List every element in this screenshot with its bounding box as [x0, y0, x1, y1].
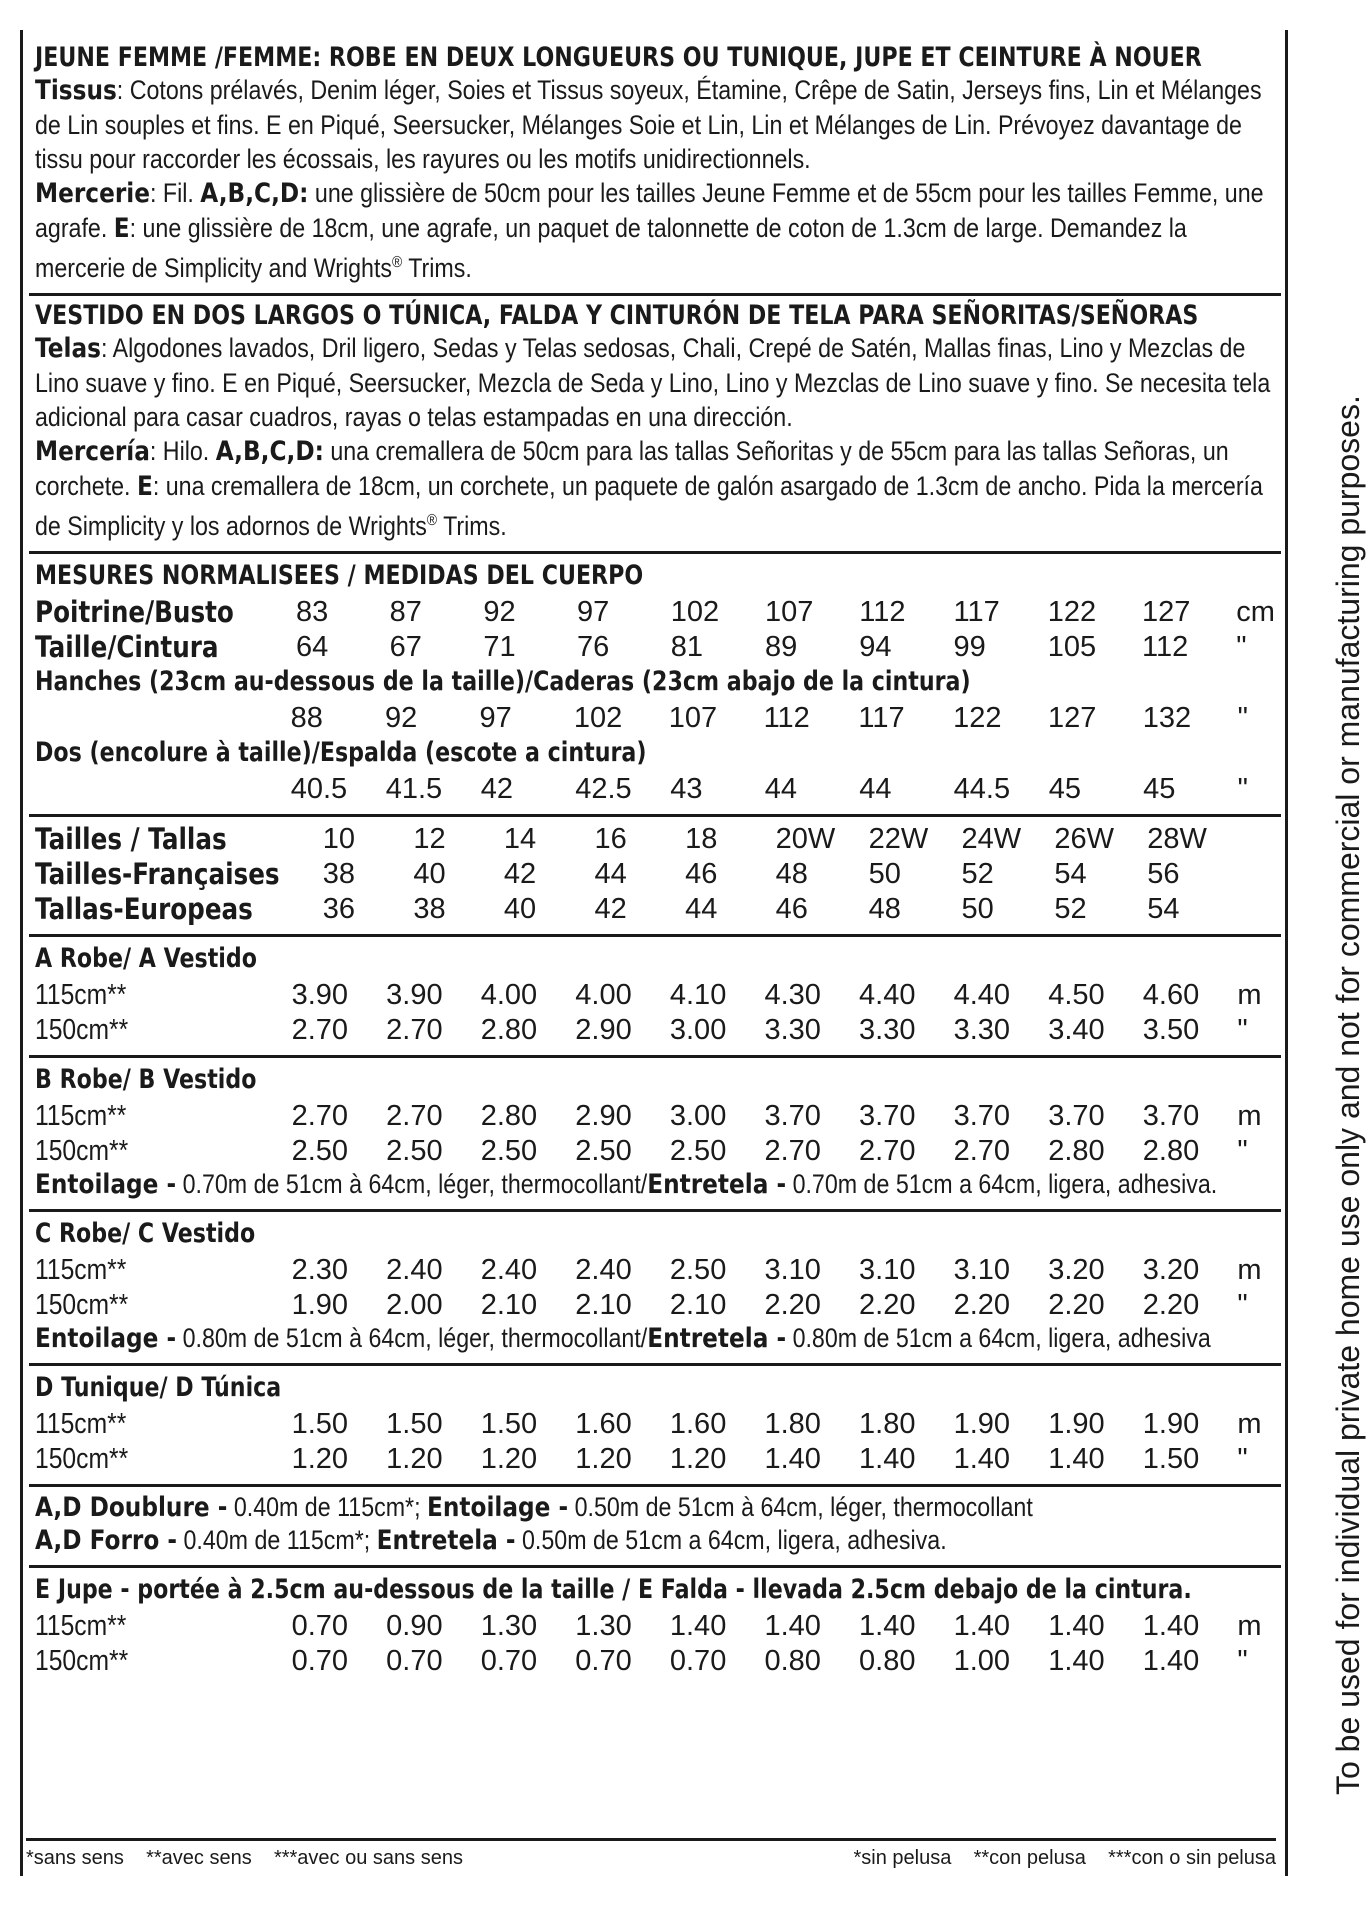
value-cell: 2.10: [480, 1289, 538, 1321]
pattern-envelope-back: [20, 30, 1288, 1876]
value-cell: 45: [1048, 773, 1081, 805]
value-cell: 45: [1143, 773, 1176, 805]
value-cell: 0.70: [669, 1645, 727, 1677]
value-cell: 2.10: [575, 1289, 632, 1321]
value-cell: 1.40: [1142, 1645, 1200, 1677]
value-cell: 1.80: [764, 1408, 821, 1440]
value-cell: 48: [868, 893, 901, 925]
view-b-150-row: 150cm** 2.50 2.50 2.50 2.50 2.50 2.70 2.70 2.70 2.80 2.80 ": [35, 1133, 1275, 1168]
value-cell: 2.20: [1142, 1289, 1200, 1321]
value-cell: 1.60: [669, 1408, 727, 1440]
value-cell: 2.90: [575, 1100, 632, 1132]
view-c: [29, 1212, 1281, 1366]
unit-cell: ": [1237, 1135, 1248, 1167]
value-cell: 10: [322, 823, 356, 855]
value-cell: 2.70: [764, 1135, 821, 1167]
value-cell: 44: [685, 893, 718, 925]
value-cell: 132: [1142, 702, 1192, 734]
lining-es: A,D Forro - 0.40m de 115cm*; Entretela - 0.50m de 51cm a 64cm, ligera, adhesiva.: [35, 1525, 947, 1556]
value-cell: 97: [577, 596, 610, 628]
content: [29, 38, 1281, 1686]
view-c-150-row: 150cm** 1.90 2.00 2.10 2.10 2.10 2.20 2.20 2.20 2.20 2.20 ": [35, 1287, 1275, 1322]
value-cell: 40: [503, 893, 537, 925]
view-d: [29, 1366, 1281, 1487]
unit-cell: ": [1237, 773, 1248, 805]
value-cell: 1.40: [1048, 1443, 1105, 1475]
unit-cell: m: [1237, 1408, 1262, 1440]
value-cell: 41.5: [385, 773, 443, 805]
view-d-title: D Tunique/ D Túnica: [35, 1372, 282, 1403]
value-cell: 52: [1054, 893, 1087, 925]
value-cell: 14: [503, 823, 537, 855]
lining-interfacing: [29, 1487, 1281, 1568]
value-cell: 50: [868, 858, 901, 890]
value-cell: 2.70: [386, 1100, 443, 1132]
value-cell: 38: [413, 893, 446, 925]
value-cell: 42: [480, 773, 514, 805]
value-cell: 1.00: [953, 1645, 1011, 1677]
value-cell: 1.30: [480, 1610, 538, 1642]
view-c-115-row: 115cm** 2.30 2.40 2.40 2.40 2.50 3.10 3.10 3.10 3.20 3.20 m: [35, 1252, 1275, 1287]
hip-label: Hanches (23cm au-dessous de la taille)/Caderas (23cm abajo de la cintura): [35, 666, 971, 697]
french-notions: Mercerie: Fil. A,B,C,D: une glissière de 50cm pour les tailles Jeune Femme et de 55cm pour les tailles Femme, une agrafe. E: une glissière de 18cm, une agrafe, un paquet de talonnette de coton de 1.3cm de large. Demandez la mercerie de Simplicity and Wrights® Trims.: [35, 178, 1264, 283]
value-cell: 4.30: [764, 979, 821, 1011]
value-cell: 1.50: [386, 1408, 443, 1440]
value-cell: 2.40: [386, 1254, 443, 1286]
lining-fr: A,D Doublure - 0.40m de 115cm*; Entoilage - 0.50m de 51cm à 64cm, léger, thermocollant: [35, 1492, 1033, 1523]
value-cell: 2.20: [1048, 1289, 1105, 1321]
view-a-150-row: 150cm** 2.70 2.70 2.80 2.90 3.00 3.30 3.30 3.30 3.40 3.50 ": [35, 1012, 1275, 1047]
value-cell: 1.40: [1142, 1610, 1200, 1642]
view-b-title: B Robe/ B Vestido: [35, 1064, 257, 1095]
value-cell: 46: [685, 858, 718, 890]
value-cell: 2.10: [669, 1289, 727, 1321]
spanish-notions: Mercería: Hilo. A,B,C,D: una cremallera de 50cm para las tallas Señoritas y de 55cm para las tallas Señoras, un corchete. E: una cremallera de 18cm, un corchete, un paquete de galón asargado de 1.3cm de ancho. Pida la mercería de Simplicity y los adornos de Wrights® Trims.: [35, 436, 1263, 541]
value-cell: 112: [763, 702, 810, 734]
value-cell: 3.50: [1142, 1014, 1200, 1046]
value-cell: 2.70: [386, 1014, 443, 1046]
value-cell: 2.70: [953, 1135, 1011, 1167]
sizes-table: [35, 821, 1275, 926]
back-label: Dos (encolure à taille)/Espalda (escote a cintura): [35, 737, 647, 768]
value-cell: 2.20: [859, 1289, 916, 1321]
value-cell: 97: [479, 702, 512, 734]
value-cell: 3.00: [669, 1014, 727, 1046]
value-cell: 26W: [1054, 823, 1115, 855]
value-cell: 2.80: [480, 1100, 538, 1132]
value-cell: 4.50: [1048, 979, 1105, 1011]
unit-cell: cm: [1236, 596, 1275, 628]
value-cell: 4.10: [669, 979, 727, 1011]
value-cell: 42.5: [575, 773, 632, 805]
value-cell: 2.00: [386, 1289, 443, 1321]
view-e-table: [35, 1608, 1275, 1678]
value-cell: 4.00: [480, 979, 538, 1011]
european-sizes-row: Tallas-Europeas 36 38 40 42 44 46 48 50 52 54: [35, 891, 1275, 926]
value-cell: 94: [859, 631, 892, 663]
view-e-title: E Jupe - portée à 2.5cm au-dessous de la taille / E Falda - llevada 2.5cm debajo de la cintura.: [35, 1574, 1192, 1605]
value-cell: 2.50: [386, 1135, 443, 1167]
value-cell: 117: [858, 702, 905, 734]
view-b: [29, 1058, 1281, 1212]
value-cell: 2.80: [1048, 1135, 1105, 1167]
value-cell: 36: [322, 893, 356, 925]
french-sizes-row: Tailles-Françaises 38 40 42 44 46 48 50 52 54 56: [35, 856, 1275, 891]
value-cell: 16: [594, 823, 627, 855]
value-cell: 54: [1054, 858, 1087, 890]
value-cell: 42: [594, 893, 627, 925]
value-cell: 102: [573, 702, 623, 734]
value-cell: 0.80: [764, 1645, 821, 1677]
value-cell: 3.10: [953, 1254, 1011, 1286]
measurements-title: MESURES NORMALISEES / MEDIDAS DEL CUERPO: [35, 560, 644, 591]
unit-cell: ": [1236, 631, 1247, 663]
value-cell: 0.70: [291, 1645, 349, 1677]
view-c-interfacing: Entoilage - 0.80m de 51cm à 64cm, léger, thermocollant/Entretela - 0.80m de 51cm a 64cm, ligera, adhesiva: [35, 1323, 1211, 1354]
value-cell: 2.70: [291, 1100, 349, 1132]
unit-cell: m: [1237, 1254, 1262, 1286]
value-cell: 1.40: [953, 1610, 1011, 1642]
value-cell: 54: [1147, 893, 1180, 925]
value-cell: 107: [765, 596, 814, 628]
value-cell: 71: [483, 631, 516, 663]
view-d-table: [35, 1406, 1275, 1476]
view-b-interfacing: Entoilage - 0.70m de 51cm à 64cm, léger, thermocollant/Entretela - 0.70m de 51cm a 64cm, ligera, adhesiva.: [35, 1169, 1218, 1200]
view-b-115-row: 115cm** 2.70 2.70 2.80 2.90 3.00 3.70 3.70 3.70 3.70 3.70 m: [35, 1098, 1275, 1133]
value-cell: 3.70: [859, 1100, 916, 1132]
value-cell: 1.40: [1048, 1610, 1105, 1642]
footnote-es: *sin pelusa **con pelusa ***con o sin pelusa: [853, 1847, 1276, 1869]
value-cell: 44.5: [953, 773, 1011, 805]
value-cell: 3.40: [1048, 1014, 1105, 1046]
value-cell: 88: [290, 702, 323, 734]
value-cell: 112: [1141, 631, 1189, 663]
value-cell: 1.50: [291, 1408, 349, 1440]
value-cell: 3.00: [669, 1100, 727, 1132]
sizes-row: Tailles / Tallas 10 12 14 16 18 20W 22W 24W 26W 28W: [35, 821, 1275, 856]
value-cell: 107: [668, 702, 718, 734]
value-cell: 56: [1147, 858, 1180, 890]
value-cell: 0.70: [575, 1645, 632, 1677]
value-cell: 2.40: [575, 1254, 632, 1286]
view-a-table: [35, 977, 1275, 1047]
back-table: [35, 771, 1275, 806]
value-cell: 1.30: [575, 1610, 632, 1642]
value-cell: 1.40: [1048, 1645, 1105, 1677]
value-cell: 20W: [775, 823, 836, 855]
bust-row: Poitrine/Busto 83 87 92 97 102 107 112 117 122 127 cm: [35, 595, 1275, 629]
value-cell: 127: [1047, 702, 1097, 734]
view-e-150-row: 150cm** 0.70 0.70 0.70 0.70 0.70 0.80 0.80 1.00 1.40 1.40 ": [35, 1643, 1275, 1678]
value-cell: 1.90: [1142, 1408, 1200, 1440]
value-cell: 64: [295, 631, 329, 663]
value-cell: 2.70: [291, 1014, 349, 1046]
value-cell: 1.40: [953, 1443, 1011, 1475]
value-cell: 1.50: [480, 1408, 538, 1440]
back-row: [35, 771, 1275, 806]
measurements-table: [35, 594, 1275, 664]
unit-cell: ": [1237, 1014, 1248, 1046]
value-cell: 83: [295, 596, 329, 628]
value-cell: 24W: [961, 823, 1022, 855]
value-cell: 1.40: [859, 1443, 916, 1475]
value-cell: 3.70: [1142, 1100, 1200, 1132]
value-cell: 1.20: [386, 1443, 443, 1475]
value-cell: 2.40: [480, 1254, 538, 1286]
value-cell: 1.60: [575, 1408, 632, 1440]
value-cell: 2.50: [480, 1135, 538, 1167]
unit-cell: [1240, 821, 1275, 856]
unit-cell: m: [1237, 979, 1262, 1011]
view-e: [29, 1568, 1281, 1686]
value-cell: 3.10: [764, 1254, 821, 1286]
value-cell: 22W: [868, 823, 929, 855]
value-cell: 1.80: [859, 1408, 916, 1440]
value-cell: 4.60: [1142, 979, 1200, 1011]
value-cell: 44: [764, 773, 797, 805]
value-cell: 3.10: [859, 1254, 916, 1286]
value-cell: 3.70: [1048, 1100, 1105, 1132]
value-cell: 28W: [1147, 823, 1207, 855]
view-a-115-row: 115cm** 3.90 3.90 4.00 4.00 4.10 4.30 4.40 4.40 4.50 4.60 m: [35, 977, 1275, 1012]
value-cell: 76: [577, 631, 610, 663]
value-cell: 0.90: [386, 1610, 443, 1642]
value-cell: 4.40: [953, 979, 1011, 1011]
unit-cell: [1240, 856, 1275, 891]
value-cell: 43: [670, 773, 703, 805]
value-cell: 1.20: [291, 1443, 349, 1475]
value-cell: 1.40: [764, 1443, 821, 1475]
unit-cell: ": [1237, 1289, 1248, 1321]
value-cell: 102: [670, 596, 720, 628]
value-cell: 2.80: [480, 1014, 538, 1046]
view-d-150-row: 150cm** 1.20 1.20 1.20 1.20 1.20 1.40 1.40 1.40 1.40 1.50 ": [35, 1441, 1275, 1476]
spanish-fabrics: Telas: Algodones lavados, Dril ligero, Sedas y Telas sedosas, Chali, Crepé de Satén, Mallas finas, Lino y Mezclas de Lino suave y fino. E en Piqué, Seersucker, Mezcla de Seda y Lino, Lino y Mezclas de Lino suave y fino. Se necesita tela adicional para casar cuadros, rayas o telas estampadas en una dirección.: [35, 333, 1271, 432]
unit-cell: [1240, 891, 1275, 926]
value-cell: 3.30: [953, 1014, 1011, 1046]
footnote-fr: *sans sens **avec sens ***avec ou sans sens: [26, 1847, 463, 1869]
value-cell: 1.20: [669, 1443, 727, 1475]
value-cell: 1.40: [859, 1610, 916, 1642]
value-cell: 38: [322, 858, 356, 890]
hip-table: [35, 700, 1275, 735]
spanish-description: [29, 296, 1281, 554]
value-cell: 46: [775, 893, 808, 925]
view-a: [29, 937, 1281, 1058]
value-cell: 3.90: [386, 979, 443, 1011]
value-cell: 99: [953, 631, 986, 663]
value-cell: 127: [1141, 596, 1191, 628]
value-cell: 89: [765, 631, 798, 663]
value-cell: 2.20: [953, 1289, 1011, 1321]
value-cell: 52: [961, 858, 994, 890]
value-cell: 50: [961, 893, 994, 925]
value-cell: 92: [483, 596, 516, 628]
value-cell: 44: [594, 858, 627, 890]
value-cell: 12: [413, 823, 446, 855]
value-cell: 1.50: [1142, 1443, 1200, 1475]
value-cell: 2.50: [291, 1135, 349, 1167]
waist-row: Taille/Cintura 64 67 71 76 81 89 94 99 105 112 ": [35, 629, 1275, 664]
french-fabrics: Tissus: Cotons prélavés, Denim léger, Soies et Tissus soyeux, Étamine, Crêpe de Satin, Jerseys fins, Lin et Mélanges de Lin souples et fins. E en Piqué, Seersucker, Mélanges Soie et Lin, Lin et Mélanges de Lin. Prévoyez davantage de tissu pour raccorder les écossais, les rayures ou les motifs unidirectionnels.: [35, 75, 1262, 174]
value-cell: 3.70: [953, 1100, 1011, 1132]
value-cell: 1.40: [764, 1610, 821, 1642]
value-cell: 2.20: [764, 1289, 821, 1321]
view-b-table: [35, 1098, 1275, 1168]
value-cell: 87: [389, 596, 422, 628]
value-cell: 3.70: [764, 1100, 821, 1132]
spanish-title: VESTIDO EN DOS LARGOS O TÚNICA, FALDA Y CINTURÓN DE TELA PARA SEÑORITAS/SEÑORAS: [35, 300, 1199, 331]
unit-cell: ": [1237, 1443, 1248, 1475]
value-cell: 42: [503, 858, 537, 890]
value-cell: 3.90: [291, 979, 349, 1011]
value-cell: 3.20: [1048, 1254, 1105, 1286]
value-cell: 2.50: [575, 1135, 632, 1167]
value-cell: 0.70: [386, 1645, 443, 1677]
value-cell: 4.40: [859, 979, 916, 1011]
unit-cell: ": [1237, 702, 1248, 734]
value-cell: 44: [859, 773, 892, 805]
value-cell: 2.30: [291, 1254, 349, 1286]
footnotes: [26, 1838, 1276, 1870]
value-cell: 40: [413, 858, 446, 890]
value-cell: 2.70: [859, 1135, 916, 1167]
view-c-title: C Robe/ C Vestido: [35, 1218, 256, 1249]
unit-cell: m: [1237, 1610, 1262, 1642]
value-cell: 40.5: [290, 773, 348, 805]
value-cell: 105: [1047, 631, 1097, 663]
value-cell: 117: [953, 596, 1000, 628]
value-cell: 0.70: [291, 1610, 349, 1642]
value-cell: 122: [1047, 596, 1097, 628]
value-cell: 18: [685, 823, 718, 855]
value-cell: 1.90: [291, 1289, 349, 1321]
view-e-115-row: 115cm** 0.70 0.90 1.30 1.30 1.40 1.40 1.40 1.40 1.40 1.40 m: [35, 1608, 1275, 1643]
value-cell: 4.00: [575, 979, 632, 1011]
sizes: [29, 817, 1281, 937]
value-cell: 1.20: [575, 1443, 632, 1475]
value-cell: 3.30: [859, 1014, 916, 1046]
view-c-table: [35, 1252, 1275, 1322]
view-a-title: A Robe/ A Vestido: [35, 943, 257, 974]
value-cell: 81: [670, 631, 703, 663]
french-description: [29, 38, 1281, 296]
value-cell: 2.90: [575, 1014, 632, 1046]
value-cell: 0.70: [480, 1645, 538, 1677]
value-cell: 0.80: [859, 1645, 916, 1677]
usage-disclaimer: To be used for individual private home use only and not for commercial or manufacturing purposes.: [1330, 395, 1366, 1795]
value-cell: 1.90: [1048, 1408, 1105, 1440]
unit-cell: m: [1237, 1100, 1262, 1132]
value-cell: 2.50: [669, 1135, 727, 1167]
value-cell: 67: [389, 631, 422, 663]
hip-row: [35, 700, 1275, 735]
value-cell: 122: [953, 702, 1002, 734]
value-cell: 48: [775, 858, 808, 890]
french-title: JEUNE FEMME /FEMME: ROBE EN DEUX LONGUEURS OU TUNIQUE, JUPE ET CEINTURE À NOUER: [35, 42, 1202, 73]
body-measurements: [29, 554, 1281, 817]
unit-cell: ": [1237, 1645, 1248, 1677]
value-cell: 2.80: [1142, 1135, 1200, 1167]
value-cell: 2.50: [669, 1254, 727, 1286]
value-cell: 92: [385, 702, 418, 734]
value-cell: 1.20: [480, 1443, 538, 1475]
view-d-115-row: 115cm** 1.50 1.50 1.50 1.60 1.60 1.80 1.80 1.90 1.90 1.90 m: [35, 1406, 1275, 1441]
value-cell: 3.20: [1142, 1254, 1200, 1286]
value-cell: 3.30: [764, 1014, 821, 1046]
value-cell: 1.90: [953, 1408, 1011, 1440]
value-cell: 1.40: [669, 1610, 727, 1642]
value-cell: 112: [859, 596, 906, 628]
